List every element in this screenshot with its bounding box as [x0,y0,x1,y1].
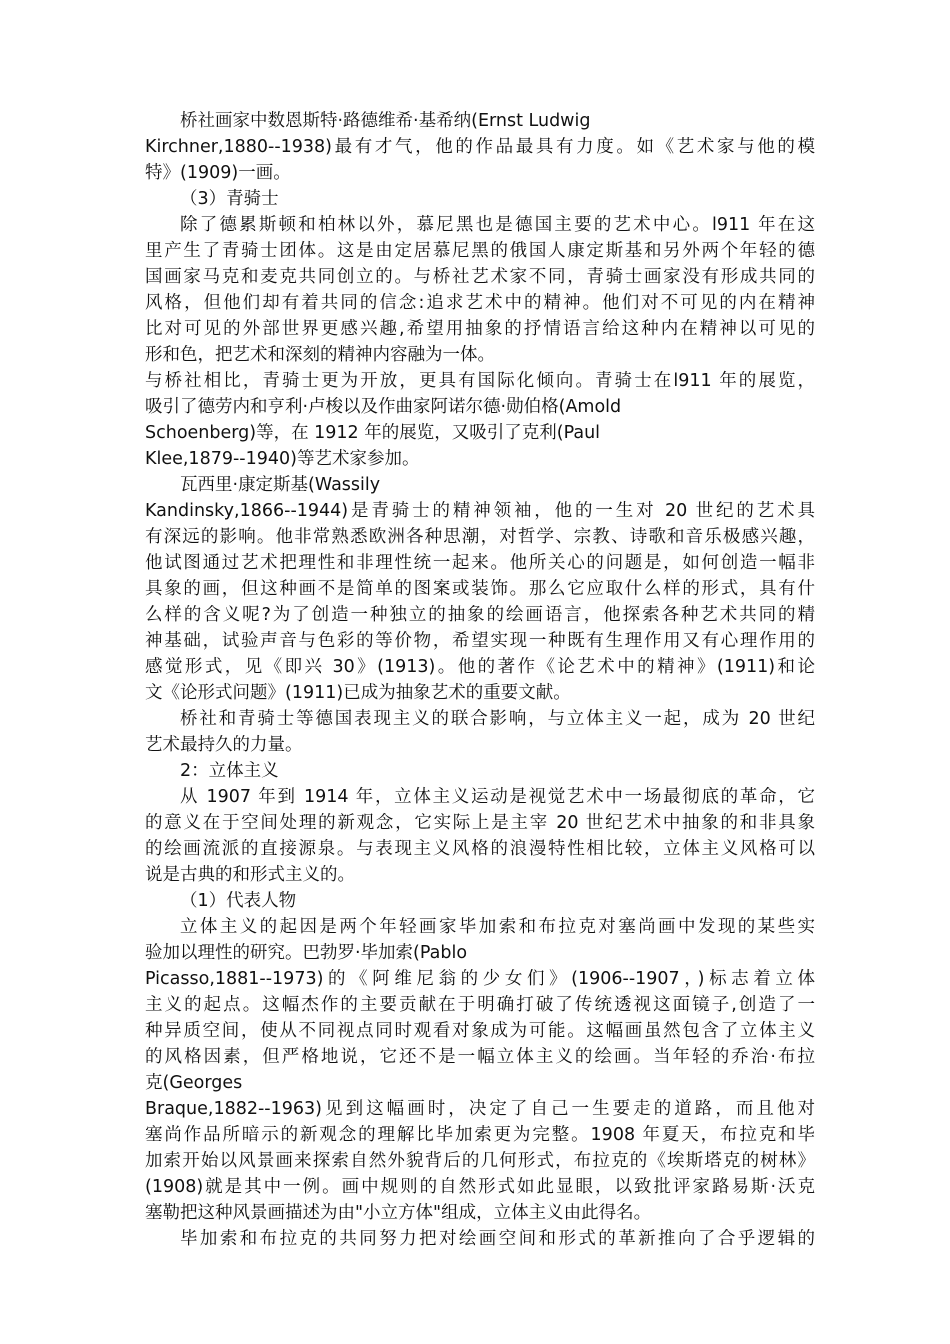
text-line: (1908)就是其中一例。画中规则的自然形式如此显眼，以致批评家路易斯·沃克 [145,1177,815,1197]
text-line: （3）青骑士 [180,189,279,209]
text-line: 与桥社相比，青骑士更为开放，更具有国际化倾向。青骑士在l911 年的展览， [145,371,815,391]
text-line: Kandinsky,1866--1944)是青骑士的精神领袖，他的一生对 20 世纪的艺术具 [145,501,815,521]
text-line: Picasso,1881--1973)的《阿维尼翁的少女们》(1906--1907，)标志着立体 [145,969,815,989]
text-line: 特》(1909)一画。 [145,163,291,183]
text-line: 有深远的影响。他非常熟悉欧洲各种思潮，对哲学、宗教、诗歌和音乐极感兴趣， [145,527,815,547]
text-line: 除了德累斯顿和柏林以外，慕尼黑也是德国主要的艺术中心。l911 年在这 [180,215,815,235]
text-line: 塞勒把这种风景画描述为由"小立方体"组成，立体主义由此得名。 [145,1203,652,1223]
text-line: 验加以理性的研究。巴勃罗·毕加索(Pablo [145,943,468,963]
text-line: 的意义在于空间处理的新观念，它实际上是主宰 20 世纪艺术中抽象的和非具象 [145,813,815,833]
text-line: 2：立体主义 [180,761,279,781]
text-line: （1）代表人物 [180,891,297,911]
text-line: Schoenberg)等，在 1912 年的展览，又吸引了克利(Paul [145,423,601,443]
text-line: 国画家马克和麦克共同创立的。与桥社艺术家不同，青骑士画家没有形成共同的 [145,267,815,287]
text-line: 从 1907 年到 1914 年，立体主义运动是视觉艺术中一场最彻底的革命，它 [180,787,815,807]
text-line: 克(Georges [145,1073,243,1093]
text-line: 立体主义的起因是两个年轻画家毕加索和布拉克对塞尚画中发现的某些实 [180,917,815,937]
text-line: 里产生了青骑士团体。这是由定居慕尼黑的俄国人康定斯基和另外两个年轻的德 [145,241,815,261]
text-line: 毕加索和布拉克的共同努力把对绘画空间和形式的革新推向了合乎逻辑的 [180,1229,815,1249]
text-line: 文《论形式问题》(1911)已成为抽象艺术的重要文献。 [145,683,571,703]
text-line: Braque,1882--1963)见到这幅画时，决定了自己一生要走的道路，而且他对 [145,1099,815,1119]
text-line: 种异质空间，使从不同视点同时观看对象成为可能。这幅画虽然包含了立体主义 [145,1021,815,1041]
text-line: 他试图通过艺术把理性和非理性统一起来。他所关心的问题是，如何创造一幅非 [145,553,815,573]
text-line: 感觉形式，见《即兴 30》(1913)。他的著作《论艺术中的精神》(1911)和论 [145,657,815,677]
text-line: 么样的含义呢?为了创造一种独立的抽象的绘画语言，他探索各种艺术共同的精 [145,605,815,625]
text-line: 加索开始以风景画来探索自然外貌背后的几何形式，布拉克的《埃斯塔克的树林》 [145,1151,815,1171]
text-line: 风格，但他们却有着共同的信念:追求艺术中的精神。他们对不可见的内在精神 [145,293,815,313]
document-body [145,108,815,1252]
text-line: 神基础，试验声音与色彩的等价物，希望实现一种既有生理作用又有心理作用的 [145,631,815,651]
text-line: 桥社和青骑士等德国表现主义的联合影响，与立体主义一起，成为 20 世纪 [180,709,815,729]
text-line: 具象的画，但这种画不是简单的图案或装饰。那么它应取什么样的形式，具有什 [145,579,815,599]
text-line: Klee,1879--1940)等艺术家参加。 [145,449,420,469]
text-line: 艺术最持久的力量。 [145,735,303,755]
text-line: 形和色，把艺术和深刻的精神内容融为一体。 [145,345,495,365]
text-line: 说是古典的和形式主义的。 [145,865,355,885]
text-line: 桥社画家中数恩斯特·路德维希·基希纳(Ernst Ludwig [180,111,591,131]
text-line: 瓦西里·康定斯基(Wassily [180,475,381,495]
text-line: 比对可见的外部世界更感兴趣,希望用抽象的抒情语言给这种内在精神以可见的 [145,319,815,339]
text-line: 吸引了德劳内和亨利·卢梭以及作曲家阿诺尔德·勋伯格(Amold [145,397,622,417]
text-line: 主义的起点。这幅杰作的主要贡献在于明确打破了传统透视这面镜子,创造了一 [145,995,815,1015]
text-line: 的绘画流派的直接源泉。与表现主义风格的浪漫特性相比较，立体主义风格可以 [145,839,815,859]
text-line: 塞尚作品所暗示的新观念的理解比毕加索更为完整。1908 年夏天，布拉克和毕 [145,1125,815,1145]
text-line: 的风格因素，但严格地说，它还不是一幅立体主义的绘画。当年轻的乔治·布拉 [145,1047,815,1067]
text-line: Kirchner,1880--1938)最有才气，他的作品最具有力度。如《艺术家与他的模 [145,137,815,157]
